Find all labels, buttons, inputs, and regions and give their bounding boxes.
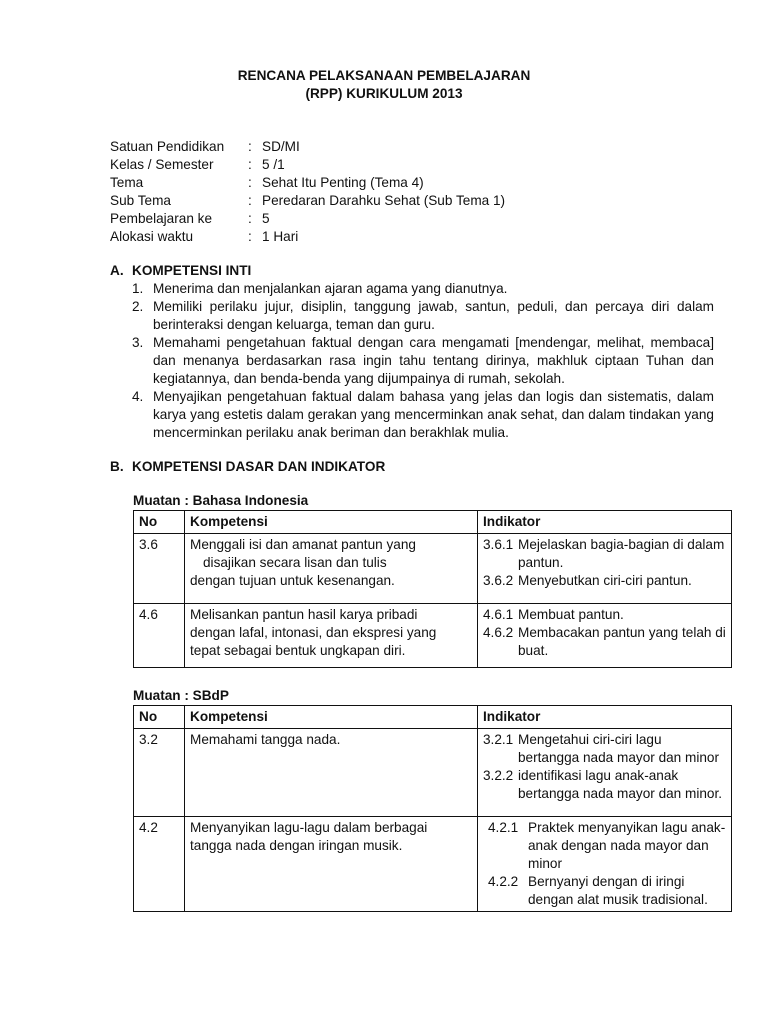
section-letter: B. [110, 459, 124, 474]
identity-row [110, 210, 505, 228]
indikator-item [483, 536, 726, 572]
identity-value: Sehat Itu Penting (Tema 4) [262, 175, 424, 190]
table-row [134, 729, 732, 817]
kompetensi-line: dengan tujuan untuk kesenangan. [190, 573, 395, 588]
indikator-text: Mengetahui ciri-ciri lagu bertangga nada mayor dan minor [518, 732, 720, 765]
kompetensi-line: Menggali isi dan amanat pantun yang [190, 537, 416, 552]
list-item [132, 334, 714, 388]
indikator-item [483, 819, 726, 873]
row-kompetensi: Menyanyikan lagu-lagu dalam berbagai tangga nada dengan iringan musik. [185, 817, 478, 912]
muatan-label: Muatan : Bahasa Indonesia [133, 493, 309, 508]
row-indikator [478, 534, 732, 604]
indikator-number: 4.6.2 [483, 625, 514, 640]
identity-label: Pembelajaran ke [110, 211, 213, 226]
row-indikator [478, 604, 732, 668]
kompetensi-line: dengan lafal, intonasi, dan ekspresi yang [190, 625, 437, 640]
row-no: 3.6 [134, 534, 185, 604]
row-no: 4.6 [134, 604, 185, 668]
identity-table [110, 138, 505, 246]
row-no: 4.2 [134, 817, 185, 912]
kompetensi-line: disajikan secara lisan dan tulis [203, 555, 387, 570]
indikator-number: 4.6.1 [483, 607, 514, 622]
indikator-item [483, 731, 726, 767]
table-row [134, 604, 732, 668]
document-title: RENCANA PELAKSANAAN PEMBELAJARAN [237, 68, 531, 83]
row-kompetensi [185, 604, 478, 668]
identity-colon: : [248, 229, 252, 244]
kompetensi-inti-list [132, 280, 714, 442]
indikator-text: Menyebutkan ciri-ciri pantun. [518, 573, 692, 588]
list-text: Memahami pengetahuan faktual dengan cara mengamati [mendengar, melihat, membaca] dan menanya berdasarkan rasa ingin tahu tentang dirinya, makhluk ciptaan Tuhan dan kegiatannya, dan benda-benda yang dijumpainya di rumah, sekolah. [153, 335, 714, 386]
indikator-item [483, 606, 726, 624]
row-no: 3.2 [134, 729, 185, 817]
row-kompetensi [185, 534, 478, 604]
indikator-number: 3.6.2 [483, 573, 514, 588]
row-indikator [478, 817, 732, 912]
section-a-heading [110, 262, 251, 280]
list-item [132, 298, 714, 334]
identity-colon: : [248, 157, 252, 172]
identity-row [110, 138, 505, 156]
indikator-text: Membuat pantun. [518, 607, 624, 622]
list-item [132, 388, 714, 442]
row-indikator [478, 729, 732, 817]
list-number: 1. [132, 281, 144, 296]
identity-value: Peredaran Darahku Sehat (Sub Tema 1) [262, 193, 506, 208]
identity-label: Sub Tema [110, 193, 171, 208]
identity-colon: : [248, 139, 252, 154]
identity-colon: : [248, 211, 252, 226]
identity-value: 1 Hari [262, 229, 299, 244]
document-subtitle: (RPP) KURIKULUM 2013 [305, 86, 463, 101]
indikator-text: Praktek menyanyikan lagu anak-anak dengan nada mayor dan minor [528, 820, 726, 871]
identity-label: Tema [110, 175, 144, 190]
indikator-text: Membacakan pantun yang telah di buat. [518, 625, 726, 658]
indikator-item [483, 624, 726, 660]
identity-value: 5 /1 [262, 157, 285, 172]
identity-label: Kelas / Semester [110, 157, 214, 172]
indikator-item [483, 572, 726, 590]
indikator-text: Mejelaskan bagia-bagian di dalam pantun. [518, 537, 725, 570]
header-kompetensi: Kompetensi [185, 511, 478, 534]
identity-row [110, 174, 505, 192]
indikator-text: Bernyanyi dengan di iringi dengan alat musik tradisional. [528, 874, 708, 907]
list-number: 2. [132, 299, 144, 314]
indikator-number: 4.2.1 [488, 820, 519, 835]
table-row [134, 817, 732, 912]
identity-label: Satuan Pendidikan [110, 139, 225, 154]
list-text: Memiliki perilaku jujur, disiplin, tanggung jawab, santun, peduli, dan percaya diri dalam berinteraksi dengan keluarga, teman dan guru. [153, 299, 714, 332]
table-header-row [134, 511, 732, 534]
indikator-item [483, 873, 726, 909]
row-kompetensi: Memahami tangga nada. [185, 729, 478, 817]
list-item [132, 280, 714, 298]
indikator-number: 3.2.2 [483, 768, 514, 783]
table-header-row [134, 706, 732, 729]
header-indikator: Indikator [478, 706, 732, 729]
header-indikator: Indikator [478, 511, 732, 534]
identity-row [110, 156, 505, 174]
identity-colon: : [248, 175, 252, 190]
indikator-number: 3.6.1 [483, 537, 514, 552]
indikator-text: identifikasi lagu anak-anak bertangga nada mayor dan minor. [518, 768, 723, 801]
identity-row [110, 228, 505, 246]
section-letter: A. [110, 263, 124, 278]
kompetensi-line: Melisankan pantun hasil karya pribadi [190, 607, 418, 622]
header-no: No [134, 706, 185, 729]
list-text: Menyajikan pengetahuan faktual dalam bahasa yang jelas dan logis dan sistematis, dalam karya yang estetis dalam gerakan yang mencerminkan anak sehat, dan dalam tindakan yang mencerminkan perilaku anak beriman dan berakhlak mulia. [153, 389, 714, 440]
indikator-item [483, 767, 726, 803]
header-kompetensi: Kompetensi [185, 706, 478, 729]
identity-label: Alokasi waktu [110, 229, 194, 244]
section-title: KOMPETENSI INTI [132, 263, 252, 278]
identity-colon: : [248, 193, 252, 208]
indikator-number: 4.2.2 [488, 874, 519, 889]
table-row [134, 534, 732, 604]
muatan-label: Muatan : SBdP [133, 688, 229, 703]
kompetensi-line: tepat sebagai bentuk ungkapan diri. [190, 643, 406, 658]
section-title: KOMPETENSI DASAR DAN INDIKATOR [132, 459, 386, 474]
list-text: Menerima dan menjalankan ajaran agama yang dianutnya. [153, 281, 508, 296]
indikator-number: 3.2.1 [483, 732, 514, 747]
section-b-heading [110, 458, 385, 476]
header-no: No [134, 511, 185, 534]
identity-value: SD/MI [262, 139, 300, 154]
kd-table-sbdp [133, 705, 732, 912]
list-number: 4. [132, 389, 144, 404]
identity-row [110, 192, 505, 210]
identity-value: 5 [262, 211, 270, 226]
kd-table-bahasa-indonesia [133, 510, 732, 668]
list-number: 3. [132, 335, 144, 350]
